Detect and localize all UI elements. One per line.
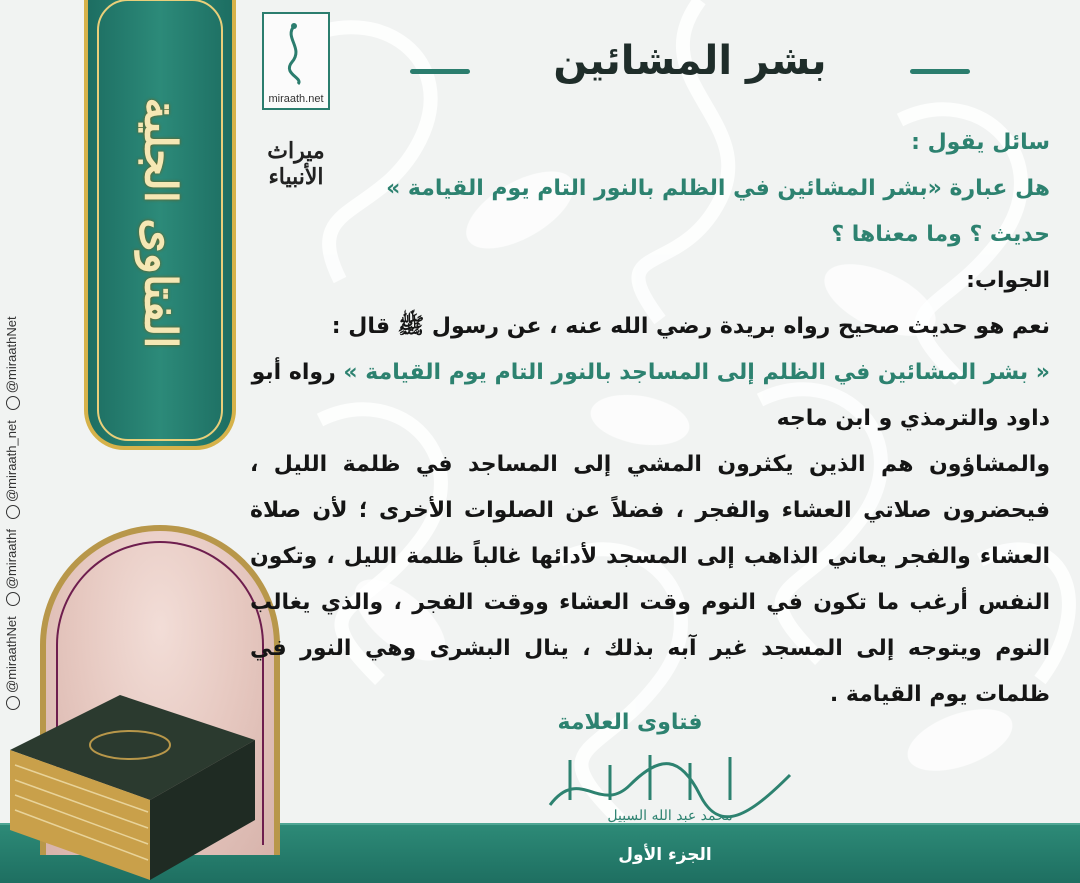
answer-body: والمشاؤون هم الذين يكثرون المشي إلى المساجد في ظلمة الليل ، فيحضرون صلاتي العشاء والفجر ، فضلاً عن الصلوات الأخرى ؛ لأن صلاة العشاء والفجر يعاني الذاهب إلى المسجد لأدائها غالباً ظلمة الليل ، وتكون النفس أرغب ما تكون في النوم وقت العشاء ووقت الفجر ، والذي يغالب النوم ويتوجه إلى المسجد غير آبه بذلك ، ينال البشرى وهي النور في ظلمات يوم القيامة . xyxy=(250,452,1050,707)
fatawa-label: فتاوى العلامة xyxy=(557,710,703,735)
answer-intro: نعم هو حديث صحيح رواه بريدة رضي الله عنه ، عن رسول ﷺ قال : xyxy=(331,314,1050,339)
part-label: الجزء الأول xyxy=(618,845,712,865)
telegram-handle[interactable]: @miraathNet xyxy=(4,316,20,410)
logo-calligraphy-icon xyxy=(264,18,324,88)
banner-calligraphy: الفتاوى الجلية xyxy=(134,97,186,349)
logo-emblem xyxy=(262,12,330,110)
signature-text: محمد عبد الله السبيل xyxy=(607,808,733,824)
facebook-handle[interactable]: @miraathf xyxy=(4,529,20,606)
title-divider-right xyxy=(910,69,970,74)
twitter-handle[interactable]: @miraathNet xyxy=(4,616,20,710)
telegram-icon xyxy=(6,396,20,410)
hadith-quote: « بشر المشائين في الظلم إلى المساجد بالنور التام يوم القيامة » xyxy=(343,360,1050,385)
answer-label: الجواب: xyxy=(966,268,1050,293)
instagram-handle[interactable]: @miraath_net xyxy=(4,420,20,519)
question-label: سائل يقول : xyxy=(911,130,1050,155)
answer-hadith-paragraph xyxy=(250,350,1050,442)
social-handles xyxy=(4,290,32,710)
page-title: بشر المشائين xyxy=(553,38,827,84)
question-line-2: حديث ؟ وما معناها ؟ xyxy=(831,222,1050,247)
side-banner xyxy=(84,0,236,450)
fatwa-content xyxy=(250,120,1050,718)
logo-name: ميراث الأنبياء xyxy=(267,138,325,190)
logo-domain: miraath.net xyxy=(268,93,324,105)
title-divider-left xyxy=(410,69,470,74)
instagram-icon xyxy=(6,505,20,519)
question-line-1: هل عبارة «بشر المشائين في الظلم بالنور التام يوم القيامة » xyxy=(386,176,1050,201)
hadith-source: رواه أبو داود والترمذي و ابن ماجه xyxy=(251,360,1050,431)
title-row xyxy=(410,38,970,98)
scholar-signature xyxy=(540,745,800,825)
facebook-icon xyxy=(6,592,20,606)
